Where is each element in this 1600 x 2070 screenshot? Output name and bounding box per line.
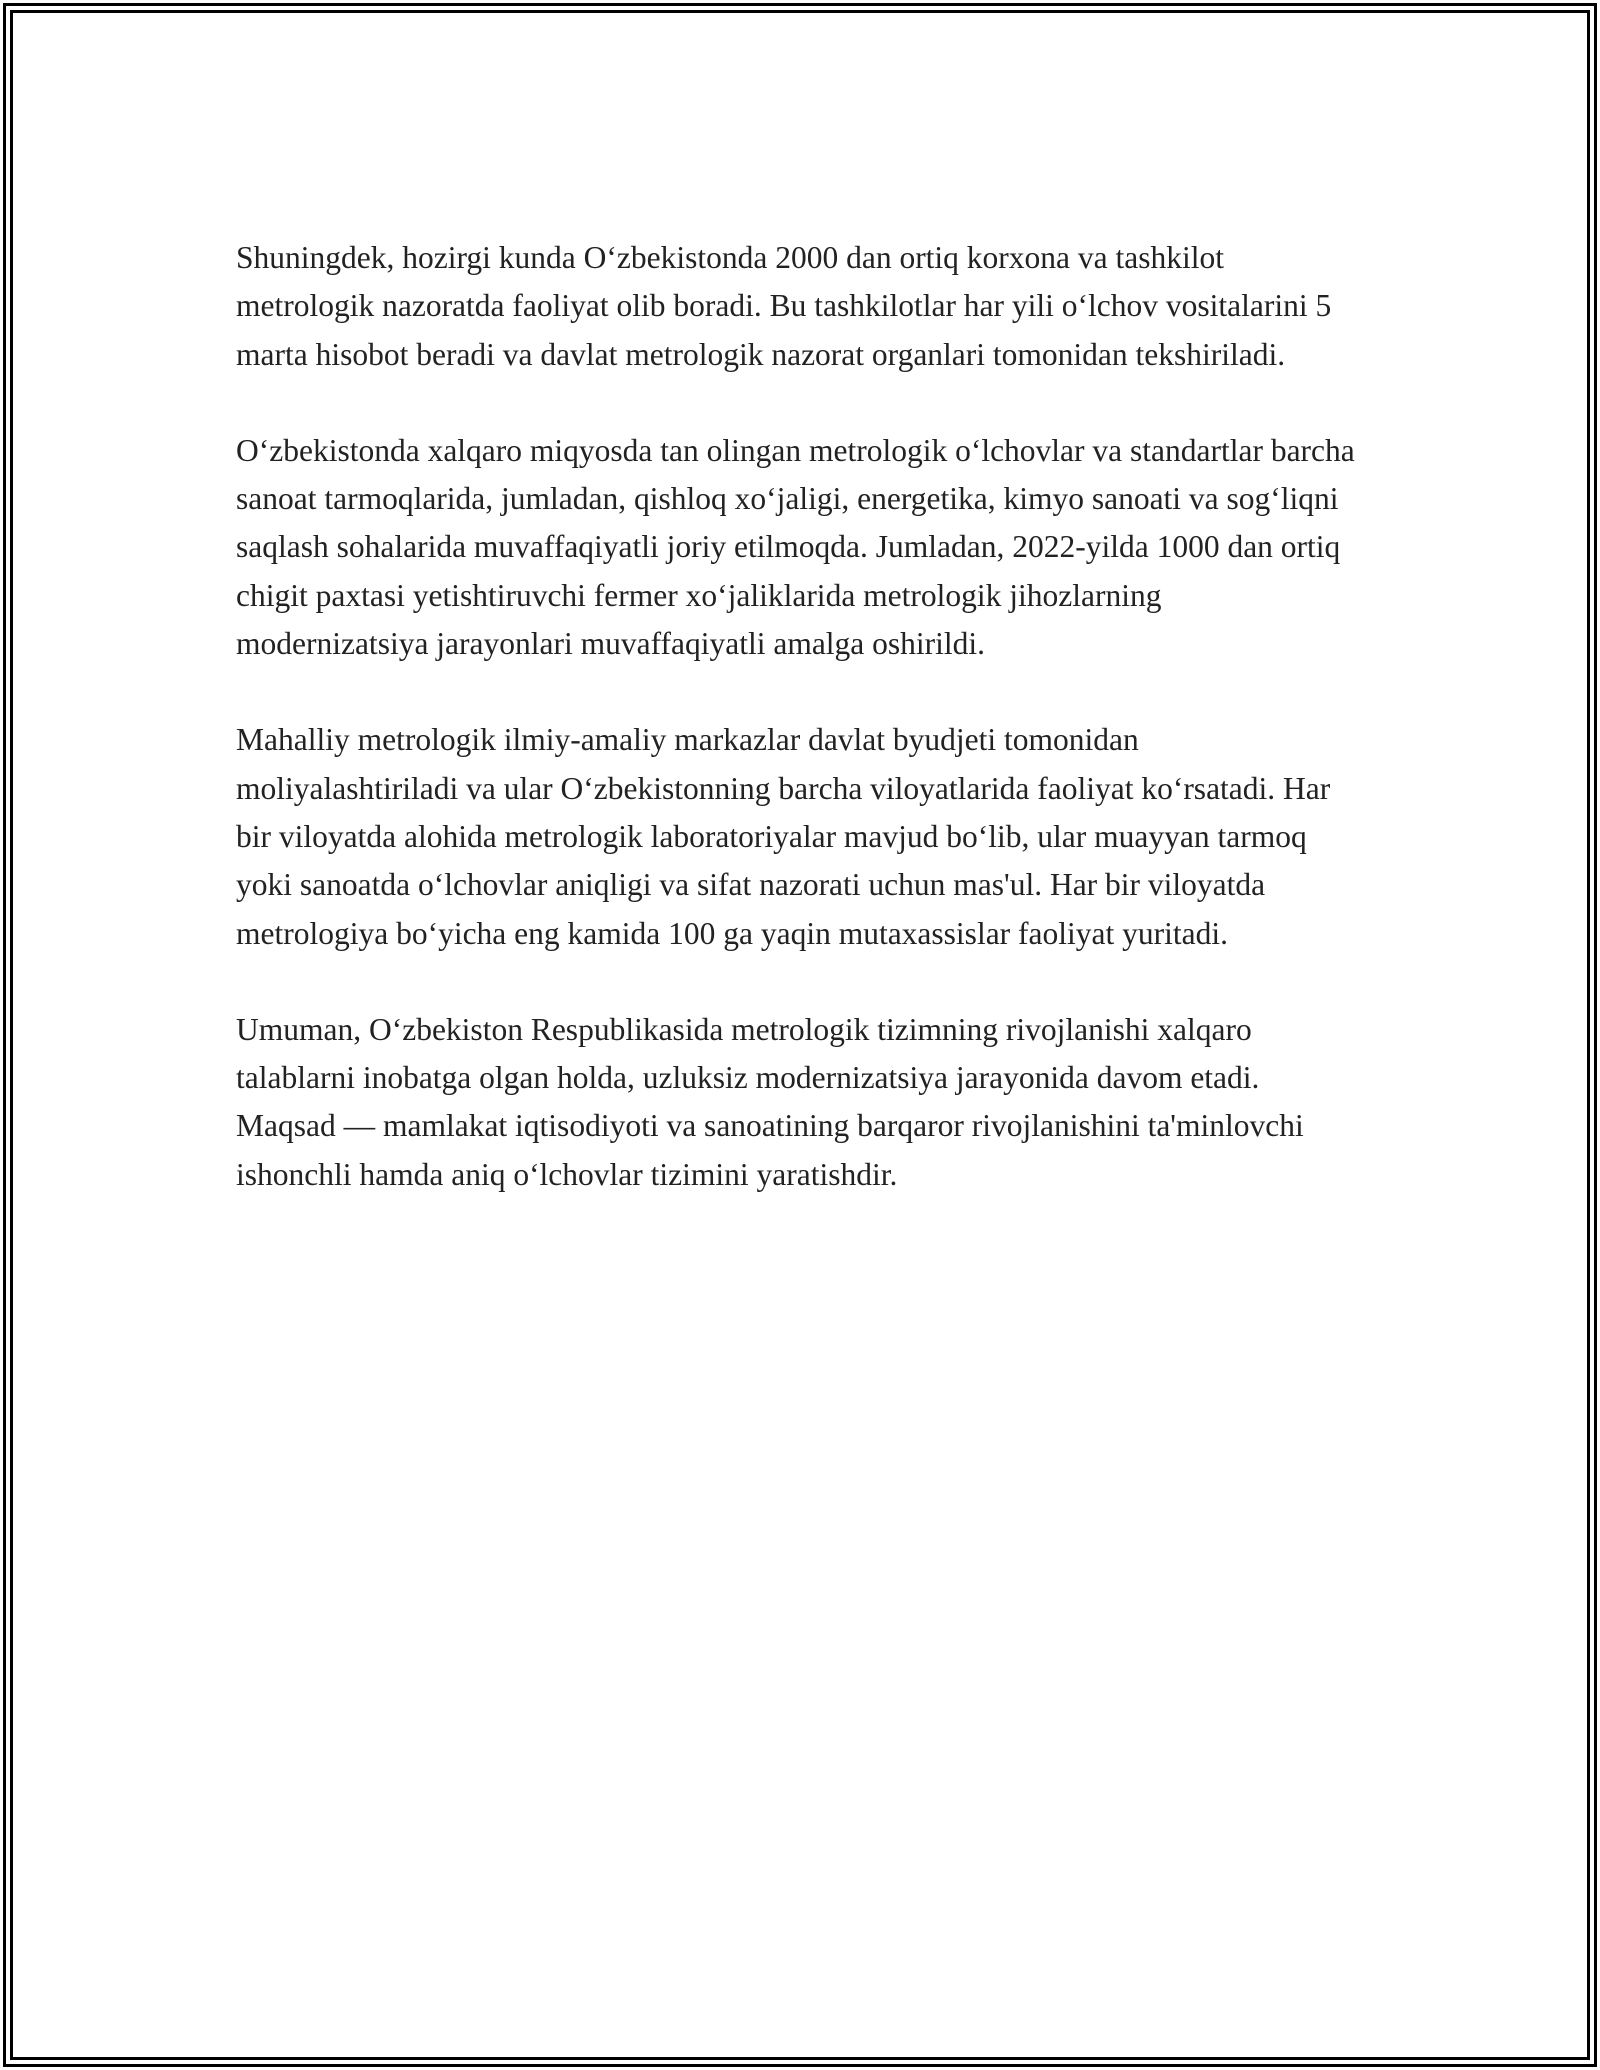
paragraph-2: O‘zbekistonda xalqaro miqyosda tan olingan metrologik o‘lchovlar va standartlar barcha sanoat tarmoqlarida, jumladan, qishloq xo‘jaligi, energetika, kimyo sanoati va sog‘liqni saqlash sohalarida muvaffaqiyatli joriy etilmoqda. Jumladan, 2022-yilda 1000 dan ortiq chigit paxtasi yetishtiruvchi fermer xo‘jaliklarida metrologik jihozlarning modernizatsiya jarayonlari muvaffaqiyatli amalga oshirildi. [236,432,1355,662]
paragraph-4: Umuman, O‘zbekiston Respublikasida metrologik tizimning rivojlanishi xalqaro talablarni inobatga olgan holda, uzluksiz modernizatsiya jarayonida davom etadi. Maqsad — mamlakat iqtisodiyoti va sanoatining barqaror rivojlanishini ta'minlovchi ishonchli hamda aniq o‘lchovlar tizimini yaratishdir. [236,1011,1304,1192]
document-body [236,234,1356,1247]
paragraph-3: Mahalliy metrologik ilmiy-amaliy markazlar davlat byudjeti tomonidan moliyalashtiriladi va ular O‘zbekistonning barcha viloyatlarida faoliyat ko‘rsatadi. Har bir viloyatda alohida metrologik laboratoriyalar mavjud bo‘lib, ular muayyan tarmoq yoki sanoatda o‘lchovlar aniqligi va sifat nazorati uchun mas'ul. Har bir viloyatda metrologiya bo‘yicha eng kamida 100 ga yaqin mutaxassislar faoliyat yuritadi. [236,722,1331,951]
paragraph-1: Shuningdek, hozirgi kunda O‘zbekistonda 2000 dan ortiq korxona va tashkilot metrologik nazoratda faoliyat olib boradi. Bu tashkilotlar har yili o‘lchov vositalarini 5 marta hisobot beradi va davlat metrologik nazorat organlari tomonidan tekshiriladi. [236,240,1332,372]
